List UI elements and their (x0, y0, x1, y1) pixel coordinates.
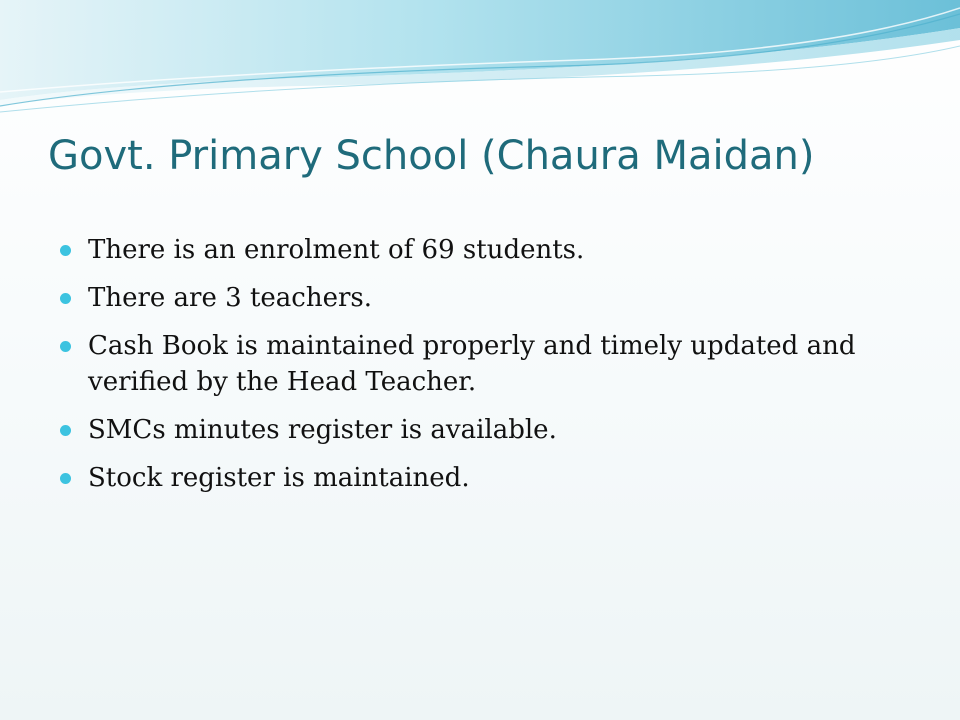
bullet-dot-icon (60, 293, 71, 304)
bullet-dot-icon (60, 245, 71, 256)
bullet-text: There is an enrolment of 69 students. (88, 235, 585, 265)
bullet-list (60, 232, 900, 508)
bullet-text: Cash Book is maintained properly and timely updated and verified by the Head Teacher. (88, 331, 856, 397)
bullet-dot-icon (60, 473, 71, 484)
bullet-text: SMCs minutes register is available. (88, 415, 557, 445)
bullet-item (60, 412, 900, 448)
slide-title: Govt. Primary School (Chaura Maidan) (48, 133, 815, 179)
bullet-text: Stock register is maintained. (88, 463, 470, 493)
bullet-item (60, 280, 900, 316)
bullet-item (60, 232, 900, 268)
bullet-dot-icon (60, 341, 71, 352)
bullet-text: There are 3 teachers. (88, 283, 373, 313)
bullet-dot-icon (60, 425, 71, 436)
bullet-item (60, 328, 900, 400)
bullet-item (60, 460, 900, 496)
header-wave-decoration (0, 0, 960, 120)
